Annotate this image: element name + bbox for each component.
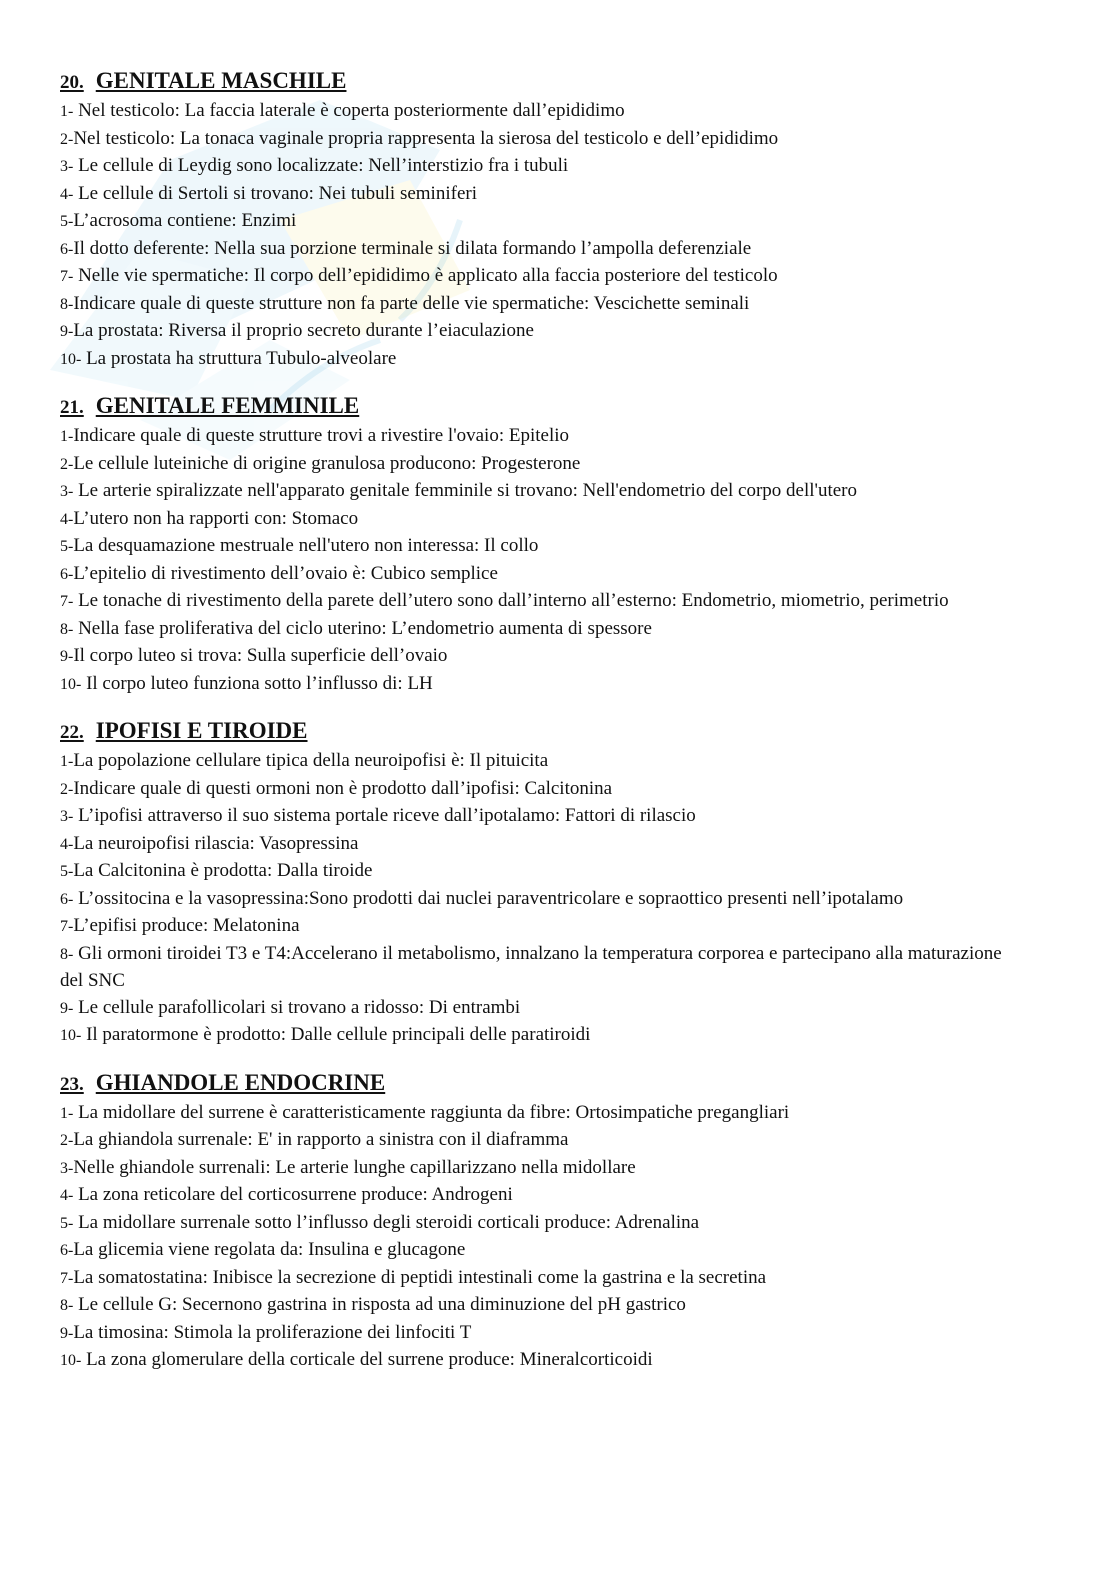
list-item [60,886,1028,914]
item-number: 8- [60,1297,74,1314]
list-item [60,291,1028,319]
item-number: 4- [60,1187,74,1204]
item-text: Nel testicolo: La tonaca vaginale propria rappresenta la sierosa del testicolo e dell’epididimo [73,127,779,149]
section-number: 20. [60,72,84,93]
item-number: 3- [60,808,74,825]
item-text: La prostata: Riversa il proprio secreto durante l’eiaculazione [73,320,534,341]
item-text: L’epifisi produce: Melatonina [73,915,300,936]
section-genitale-femminile [60,391,1028,698]
item-text: Nella fase proliferativa del ciclo uterino: L’endometrio aumenta di spessore [73,617,652,639]
list-item [60,1022,1028,1050]
item-number: 9- [60,999,74,1017]
item-number: 2- [60,780,74,798]
list-item [60,126,1028,154]
section-number: 22. [60,722,84,743]
list-item [60,1292,1028,1320]
section-title-text: GHIANDOLE ENDOCRINE [95,1069,386,1095]
item-number: 7- [60,593,74,610]
list-item [60,423,1028,451]
item-text: Le cellule G: Secernono gastrina in risposta ad una diminuzione del pH gastrico [73,1294,686,1315]
item-text: La neuroipofisi rilascia: Vasopressina [73,832,359,854]
item-text: Indicare quale di questi ormoni non è prodotto dall’ipofisi: Calcitonina [73,777,613,799]
list-item [60,181,1028,209]
list-item [60,561,1028,589]
item-number: 8- [60,295,74,313]
section-title [60,66,1028,98]
item-text: La ghiandola surrenale: E' in rapporto a sinistra con il diaframma [73,1129,569,1150]
item-number: 7- [60,918,74,935]
item-number: 5- [60,1214,74,1232]
item-number: 2- [60,1132,74,1149]
list-item [60,1182,1028,1210]
list-item [60,263,1028,291]
question-list [60,1100,1028,1375]
item-number: 10- [60,675,82,693]
item-text: Indicare quale di queste strutture non fa parte delle vie spermatiche: Vescichette seminali [73,292,750,314]
item-number: 5- [60,863,74,880]
list-item [60,913,1028,941]
item-number: 5- [60,538,74,555]
section-genitale-maschile [60,66,1028,373]
list-item [60,1320,1028,1348]
item-text: Le tonache di rivestimento della parete dell’utero sono dall’interno all’esterno: Endometrio, miometrio, perimetrio [73,590,949,611]
list-item [60,346,1028,374]
item-text: L’utero non ha rapporti con: Stomaco [73,507,359,529]
list-item [60,643,1028,671]
item-text: Il corpo luteo funziona sotto l’influsso di: LH [81,672,433,694]
item-text: L’acrosoma contiene: Enzimi [73,210,297,231]
item-number: 2- [60,455,74,473]
list-item [60,1155,1028,1183]
item-text: Nelle ghiandole surrenali: Le arterie lunghe capillarizzano nella midollare [73,1156,636,1178]
item-number: 6- [60,1242,74,1259]
list-item [60,506,1028,534]
item-text: La desquamazione mestruale nell'utero non interessa: Il collo [73,535,539,556]
list-item [60,616,1028,644]
item-text: La somatostatina: Inibisce la secrezione di peptidi intestinali come la gastrina e la secretina [73,1266,767,1288]
item-number: 9- [60,323,74,340]
item-number: 6- [60,240,74,258]
item-text: Il dotto deferente: Nella sua porzione terminale si dilata formando l’ampolla deferenziale [73,237,752,259]
item-text: La Calcitonina è prodotta: Dalla tiroide [73,860,373,881]
item-number: 10- [60,350,82,368]
item-text: La midollare surrenale sotto l’influsso degli steroidi corticali produce: Adrenalina [73,1211,700,1233]
item-text: Le cellule di Leydig sono localizzate: Nell’interstizio fra i tubuli [73,155,569,176]
item-number: 6- [60,890,74,908]
item-number: 1- [60,1104,74,1122]
item-number: 9- [60,1324,74,1342]
section-title [60,391,1028,423]
section-ipofisi-e-tiroide [60,716,1028,1050]
section-number: 23. [60,1073,84,1095]
item-number: 4- [60,510,74,528]
item-number: 1- [60,753,74,770]
section-title-text: GENITALE FEMMINILE [95,393,360,418]
item-text: L’ipofisi attraverso il suo sistema portale riceve dall’ipotalamo: Fattori di rilascio [73,805,696,826]
list-item [60,995,1028,1023]
item-text: La glicemia viene regolata da: Insulina e glucagone [73,1239,466,1260]
list-item [60,451,1028,479]
question-list [60,98,1028,373]
list-item [60,1265,1028,1293]
section-title [60,1068,1028,1100]
item-text: La popolazione cellulare tipica della neuroipofisi è: Il pituicita [73,750,549,771]
list-item [60,1347,1028,1375]
question-list [60,423,1028,698]
item-text: Gli ormoni tiroidei T3 e T4:Accelerano il metabolismo, innalzano la temperatura corporea e partecipano alla maturazione del SNC [60,942,1002,991]
item-number: 8- [60,620,74,638]
item-number: 7- [60,268,74,285]
list-item [60,98,1028,126]
item-number: 7- [60,1269,74,1287]
list-item [60,671,1028,699]
list-item [60,208,1028,236]
list-item [60,318,1028,346]
item-text: La zona reticolare del corticosurrene produce: Androgeni [73,1184,513,1205]
item-number: 3- [60,483,74,500]
item-number: 10- [60,1027,82,1044]
list-item [60,588,1028,616]
list-item [60,1210,1028,1238]
list-item [60,941,1028,995]
list-item [60,236,1028,264]
item-text: Le cellule luteiniche di origine granulosa producono: Progesterone [73,452,581,474]
item-text: Le cellule parafollicolari si trovano a ridosso: Di entrambi [73,996,521,1018]
section-number: 21. [60,397,84,418]
item-text: La zona glomerulare della corticale del surrene produce: Mineralcorticoidi [81,1349,653,1370]
item-number: 1- [60,103,74,120]
item-number: 3- [60,1159,74,1177]
item-text: Le cellule di Sertoli si trovano: Nei tubuli seminiferi [73,182,477,204]
list-item [60,831,1028,859]
list-item [60,153,1028,181]
list-item [60,858,1028,886]
question-list [60,748,1028,1050]
item-number: 10- [60,1352,82,1369]
list-item [60,748,1028,776]
item-text: L’epitelio di rivestimento dell’ovaio è: Cubico semplice [73,562,498,584]
list-item [60,1127,1028,1155]
item-number: 4- [60,185,74,203]
item-number: 3- [60,158,74,175]
section-title-text: GENITALE MASCHILE [95,68,347,93]
list-item [60,1237,1028,1265]
item-text: L’ossitocina e la vasopressina:Sono prodotti dai nuclei paraventricolare e sopraottico presenti nell’ipotalamo [73,887,904,909]
list-item [60,533,1028,561]
section-title [60,716,1028,748]
item-number: 8- [60,945,74,963]
section-ghiandole-endocrine [60,1068,1028,1375]
item-text: Le arterie spiralizzate nell'apparato genitale femminile si trovano: Nell'endometrio del corpo dell'utero [73,480,858,501]
item-text: Indicare quale di queste strutture trovi a rivestire l'ovaio: Epitelio [73,425,570,446]
list-item [60,776,1028,804]
item-text: La prostata ha struttura Tubulo-alveolare [81,347,397,369]
item-number: 9- [60,648,74,665]
item-number: 2- [60,130,74,148]
item-text: Nelle vie spermatiche: Il corpo dell’epididimo è applicato alla faccia posteriore del testicolo [73,265,778,286]
item-number: 5- [60,213,74,230]
section-title-text: IPOFISI E TIROIDE [95,718,308,743]
item-text: Nel testicolo: La faccia laterale è coperta posteriormente dall’epididimo [73,100,625,121]
item-text: La midollare del surrene è caratteristicamente raggiunta da fibre: Ortosimpatiche pregangliari [73,1101,790,1123]
list-item [60,478,1028,506]
item-number: 4- [60,835,74,853]
item-text: Il paratormone è prodotto: Dalle cellule principali delle paratiroidi [81,1024,591,1045]
list-item [60,803,1028,831]
item-text: La timosina: Stimola la proliferazione dei linfociti T [73,1321,472,1343]
item-number: 6- [60,565,74,583]
item-text: Il corpo luteo si trova: Sulla superficie dell’ovaio [73,645,448,666]
item-number: 1- [60,428,74,445]
list-item [60,1100,1028,1128]
